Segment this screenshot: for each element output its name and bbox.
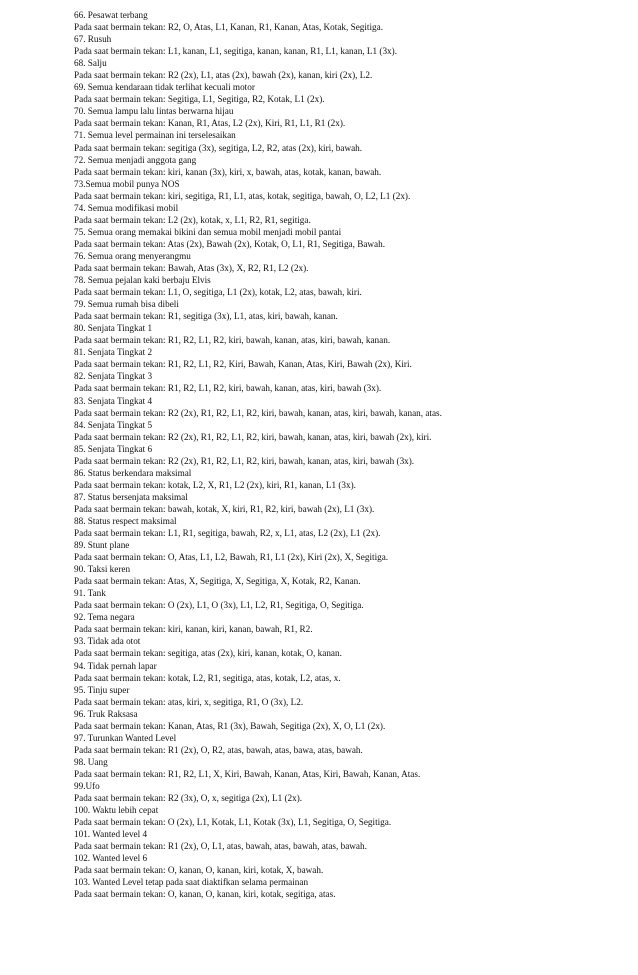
entry-code: Pada saat bermain tekan: R2 (3x), O, x, segitiga (2x), L1 (2x). (74, 793, 303, 804)
entry-code: Pada saat bermain tekan: R2, O, Atas, L1, Kanan, R1, Kanan, Atas, Kotak, Segitiga. (74, 22, 383, 33)
entry-title: 102. Wanted level 6 (74, 853, 148, 864)
entry-code: Pada saat bermain tekan: O, Atas, L1, L2, Bawah, R1, L1 (2x), Kiri (2x), X, Segitiga. (74, 552, 389, 563)
entry-title: 95. Tinju super (74, 684, 130, 695)
entry-code: Pada saat bermain tekan: O (2x), L1, O (3x), L1, L2, R1, Segitiga, O, Segitiga. (74, 600, 364, 611)
entry-title: 69. Semua kendaraan tidak terlihat kecuali motor (74, 82, 255, 93)
entry-code: Pada saat bermain tekan: Atas (2x), Bawah (2x), Kotak, O, L1, R1, Segitiga, Bawah. (74, 238, 386, 249)
entry-title: 97. Turunkan Wanted Level (74, 732, 177, 743)
entry-title: 88. Status respect maksimal (74, 515, 177, 526)
entry-title: 83. Senjata Tingkat 4 (74, 395, 153, 406)
entry-title: 93. Tidak ada otot (74, 636, 141, 647)
entry-title: 99.Ufo (74, 781, 100, 791)
entry-code: Pada saat bermain tekan: R1 (2x), O, R2, atas, bawah, atas, bawa, atas, bawah. (74, 744, 363, 755)
entry-code: Pada saat bermain tekan: R2 (2x), R1, R2, L1, R2, kiri, bawah, kanan, atas, kiri, bawah (3x). (74, 455, 415, 466)
entry-code: Pada saat bermain tekan: R1, R2, L1, R2, kiri, bawah, kanan, atas, kiri, bawah, kanan. (74, 335, 391, 346)
entry-code: Pada saat bermain tekan: bawah, kotak, X, kiri, R1, R2, kiri, bawah (2x), L1 (3x). (74, 503, 375, 514)
entry-title: 75. Semua orang memakai bikini dan semua mobil menjadi mobil pantai (74, 226, 342, 237)
entry-code: Pada saat bermain tekan: O (2x), L1, Kotak, L1, Kotak (3x), L1, Segitiga, O, Segitiga. (74, 817, 392, 828)
entry-title: 98. Uang (74, 756, 108, 767)
entry-title: 96. Truk Raksasa (74, 708, 138, 719)
entry-title: 71. Semua level permainan ini terselesaikan (74, 130, 236, 141)
entry-code: Pada saat bermain tekan: Kanan, Atas, R1 (3x), Bawah, Segitiga (2x), X, O, L1 (2x). (74, 720, 386, 731)
entry-title: 78. Semua pejalan kaki berbaju Elvis (74, 275, 211, 286)
entry-code: Pada saat bermain tekan: Bawah, Atas (3x), X, R2, R1, L2 (2x). (74, 262, 309, 273)
entry-code: Pada saat bermain tekan: atas, kiri, x, segitiga, R1, O (3x), L2. (74, 696, 304, 707)
entry-code: Pada saat bermain tekan: R2 (2x), R1, R2, L1, R2, kiri, bawah, kanan, atas, kiri, bawah (2x), kiri. (74, 431, 432, 442)
entry-title: 92. Tema negara (74, 612, 135, 623)
entry-title: 76. Semua orang menyerangmu (74, 250, 191, 261)
entry-code: Pada saat bermain tekan: L1, O, segitiga, L1 (2x), kotak, L2, atas, bawah, kiri. (74, 287, 362, 298)
entry-title: 84. Senjata Tingkat 5 (74, 419, 153, 430)
entry-code: Pada saat bermain tekan: L1, R1, segitiga, bawah, R2, x, L1, atas, L2 (2x), L1 (2x). (74, 528, 381, 539)
entry-title: 79. Semua rumah bisa dibeli (74, 299, 179, 310)
entry-title: 80. Senjata Tingkat 1 (74, 323, 153, 334)
entry-title: 81. Senjata Tingkat 2 (74, 347, 153, 358)
entry-title: 101. Wanted level 4 (74, 829, 148, 840)
entry-code: Pada saat bermain tekan: kiri, kanan, kiri, kanan, bawah, R1, R2. (74, 624, 313, 635)
entry-title: 82. Senjata Tingkat 3 (74, 371, 153, 382)
entry-code: Pada saat bermain tekan: R1, segitiga (3x), L1, atas, kiri, bawah, kanan. (74, 311, 338, 322)
entry-title: 94. Tidak pernah lapar (74, 660, 157, 671)
entry-code: Pada saat bermain tekan: L1, kanan, L1, segitiga, kanan, kanan, R1, L1, kanan, L1 (3x). (74, 46, 397, 57)
entry-code: Pada saat bermain tekan: O, kanan, O, kanan, kiri, kotak, X, bawah. (74, 865, 324, 876)
entry-title: 66. Pesawat terbang (74, 10, 148, 20)
entry-code: Pada saat bermain tekan: R1, R2, L1, X, Kiri, Bawah, Kanan, Atas, Kiri, Bawah, Kanan, Atas. (74, 768, 421, 779)
entry-code: Pada saat bermain tekan: kotak, L2, X, R1, L2 (2x), kiri, R1, kanan, L1 (3x). (74, 479, 356, 490)
entry-code: Pada saat bermain tekan: Atas, X, Segitiga, X, Segitiga, X, Kotak, R2, Kanan. (74, 576, 361, 587)
entry-code: Pada saat bermain tekan: segitiga (3x), segitiga, L2, R2, atas (2x), kiri, bawah. (74, 142, 363, 153)
entry-title: 72. Semua menjadi anggota gang (74, 154, 197, 165)
entry-code: Pada saat bermain tekan: Kanan, R1, Atas, L2 (2x), Kiri, R1, L1, R1 (2x). (74, 118, 346, 129)
entry-title: 74. Semua modifikasi mobil (74, 202, 179, 213)
entry-title: 70. Semua lampu lalu lintas berwarna hijau (74, 106, 234, 117)
entry-code: Pada saat bermain tekan: Segitiga, L1, Segitiga, R2, Kotak, L1 (2x). (74, 94, 325, 105)
entry-title: 100. Waktu lebih cepat (74, 805, 159, 816)
entry-code: Pada saat bermain tekan: kiri, kanan (3x), kiri, x, bawah, atas, kotak, kanan, bawah. (74, 166, 382, 177)
entry-title: 68. Salju (74, 58, 107, 69)
entry-title: 90. Taksi keren (74, 564, 131, 575)
entry-title: 85. Senjata Tingkat 6 (74, 443, 153, 454)
entry-code: Pada saat bermain tekan: R1, R2, L1, R2, Kiri, Bawah, Kanan, Atas, Kiri, Bawah (2x), Kiri. (74, 359, 412, 370)
entry-title: 86. Status berkendara maksimal (74, 467, 192, 478)
entry-title: 73.Semua mobil punya NOS (74, 178, 180, 189)
entry-title: 103. Wanted Level tetap pada saat diaktifkan selama permainan (74, 877, 309, 888)
entry-code: Pada saat bermain tekan: kotak, L2, R1, segitiga, atas, kotak, L2, atas, x. (74, 672, 341, 683)
entry-code: Pada saat bermain tekan: R2 (2x), L1, atas (2x), bawah (2x), kanan, kiri (2x), L2. (74, 70, 373, 81)
entry-code: Pada saat bermain tekan: R1, R2, L1, R2, kiri, bawah, kanan, atas, kiri, bawah (3x). (74, 383, 382, 394)
entry-code: Pada saat bermain tekan: segitiga, atas (2x), kiri, kanan, kotak, O, kanan. (74, 648, 342, 659)
entry-code: Pada saat bermain tekan: R2 (2x), R1, R2, L1, R2, kiri, bawah, kanan, atas, kiri, bawah, kanan, atas. (74, 407, 442, 418)
entry-code: Pada saat bermain tekan: O, kanan, O, kanan, kiri, kotak, segitiga, atas. (74, 889, 336, 900)
entry-code: Pada saat bermain tekan: R1 (2x), O, L1, atas, bawah, atas, bawah, atas, bawah. (74, 841, 367, 852)
entry-code: Pada saat bermain tekan: kiri, segitiga, R1, L1, atas, kotak, segitiga, bawah, O, L2, L1 (2x). (74, 190, 411, 201)
entry-title: 89. Stunt plane (74, 540, 130, 551)
entry-title: 67. Rusuh (74, 34, 112, 45)
entry-code: Pada saat bermain tekan: L2 (2x), kotak, x, L1, R2, R1, segitiga. (74, 214, 311, 225)
entry-title: 91. Tank (74, 588, 106, 599)
entry-title: 87. Status bersenjata maksimal (74, 491, 188, 502)
